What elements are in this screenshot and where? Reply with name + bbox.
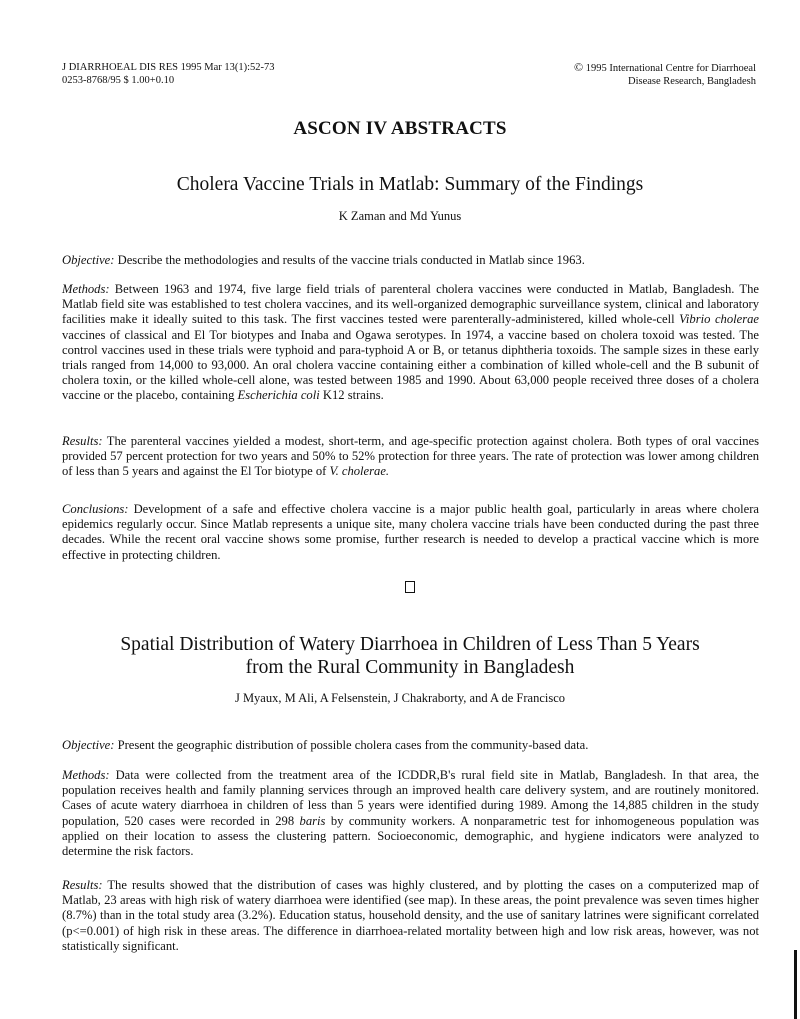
article2-objective <box>62 738 759 753</box>
methods-text: K12 strains. <box>322 388 384 403</box>
journal-citation-line1: J DIARRHOEAL DIS RES 1995 Mar 13(1):52-73 <box>62 62 275 73</box>
copyright-line2: Disease Research, Bangladesh <box>628 76 756 87</box>
journal-citation-line2: 0253-8768/95 $ 1.00+0.10 <box>62 75 175 86</box>
methods-text: Between 1963 and 1974, five large field trials of parenteral cholera vaccines were conducted in Matlab, Bangladesh. The Matlab field site was established to test cholera vaccines, and its well-organized demographic surveillance system, clinical and laboratory facilities make it ideally suited to this task. The first vaccines tested were parenterally-administered, killed whole-cell <box>62 282 759 327</box>
section-separator-box <box>405 581 415 593</box>
article2-title <box>40 633 780 679</box>
conclusions-label: Conclusions: <box>62 502 129 516</box>
results-label: Results: <box>62 434 103 448</box>
methods-label: Methods: <box>62 282 110 296</box>
methods-species-name: Vibrio cholerae <box>679 312 759 327</box>
methods-text: vaccines of classical and El Tor biotypes and Inaba and Ogawa serotypes. In 1974, a vaccine based on cholera toxoid was tested. The control vaccines used in these trials were typhoid and para-typhoid A or B, or tetanus diphtheria toxoids. The sample sizes in these early trials ranged from 14,000 to 93,000. An oral cholera vaccine containing either a combination of killed whole-cell and the B subunit of cholera toxin, or the killed whole-cell alone, was tested between 1985 and 1990. About 63,000 people received three doses of a cholera vaccine or the placebo, containing <box>62 327 759 403</box>
article2-title-line1: Spatial Distribution of Watery Diarrhoea in Children of Less Than 5 Years <box>120 634 700 655</box>
results-label: Results: <box>62 878 103 892</box>
article2-title-line2: from the Rural Community in Bangladesh <box>245 657 575 678</box>
methods-text: Data were collected from the treatment area of the ICDDR,B's rural field site in Matlab, Bangladesh. In that area, the population receives health and family planning services through an improved health care delivery system, and are routinely monitored. Cases of acute watery diarrhoea in children of less than 5 years were identified during 1989. Among the 14,885 children in the study population, 520 cases were recorded in 298 <box>62 768 759 828</box>
scan-edge-mark <box>794 950 797 1019</box>
methods-label: Methods: <box>62 768 110 782</box>
objective-text: Present the geographic distribution of possible cholera cases from the community-based data. <box>117 738 589 752</box>
conclusions-text: Development of a safe and effective cholera vaccine is a major public health goal, particularly in areas where cholera epidemics regularly occur. Since Matlab represents a unique site, many cholera vaccine trials have been conducted during the past three decades. While the recent oral vaccine shows some promise, further research is needed to develop a practical vaccine which is more effective in protecting children. <box>62 502 759 562</box>
article2-results <box>62 878 759 954</box>
article1-results <box>62 434 759 480</box>
results-text: The results showed that the distribution of cases was highly clustered, and by plotting the cases on a computerized map of Matlab, 23 areas with high risk of watery diarrhoea were identified (see map). In these areas, the point prevalence was seven times higher (8.7%) than in the total study area (3.2%). Education status, household density, and the use of sanitary latrines were significant correlated (p<=0.001) of high risk in these areas. The difference in diarrhoea-related mortality between high and low risk areas, however, was not statistically significant. <box>62 878 759 953</box>
article1-authors: K Zaman and Md Yunus <box>338 209 462 223</box>
article2-authors: J Myaux, M Ali, A Felsenstein, J Chakraborty, and A de Francisco <box>234 691 566 705</box>
article1-methods <box>62 282 759 404</box>
results-species-name: V. cholerae. <box>329 464 390 479</box>
section-title: ASCON IV ABSTRACTS <box>293 118 507 139</box>
journal-citation <box>62 61 275 87</box>
article1-objective <box>62 253 759 268</box>
methods-term-baris: baris <box>299 813 326 828</box>
article2-methods <box>62 768 759 859</box>
methods-text: by community workers. A nonparametric test for inhomogeneous population was applied on their location to assess the clustering pattern. Socioeconomic, demographic, and hygiene indicators were analyzed to determine the risk factors. <box>62 813 759 859</box>
objective-text: Describe the methodologies and results of the vaccine trials conducted in Matlab since 1963. <box>117 253 585 267</box>
copyright-notice <box>574 61 756 88</box>
results-text: The parenteral vaccines yielded a modest, short-term, and age-specific protection against cholera. Both types of oral vaccines provided 57 percent protection for two years and 50% to 52% protection for three years. The rate of protection was lower among children of less than 5 years and against the El Tor biotype of <box>62 434 760 479</box>
copyright-symbol: © <box>573 60 584 74</box>
objective-label: Objective: <box>62 738 115 752</box>
article1-title: Cholera Vaccine Trials in Matlab: Summary of the Findings <box>176 174 644 195</box>
article1-conclusions <box>62 502 759 563</box>
objective-label: Objective: <box>62 253 115 267</box>
copyright-line1: 1995 International Centre for Diarrhoeal <box>585 63 756 74</box>
methods-species-name: Escherichia coli <box>237 388 320 403</box>
